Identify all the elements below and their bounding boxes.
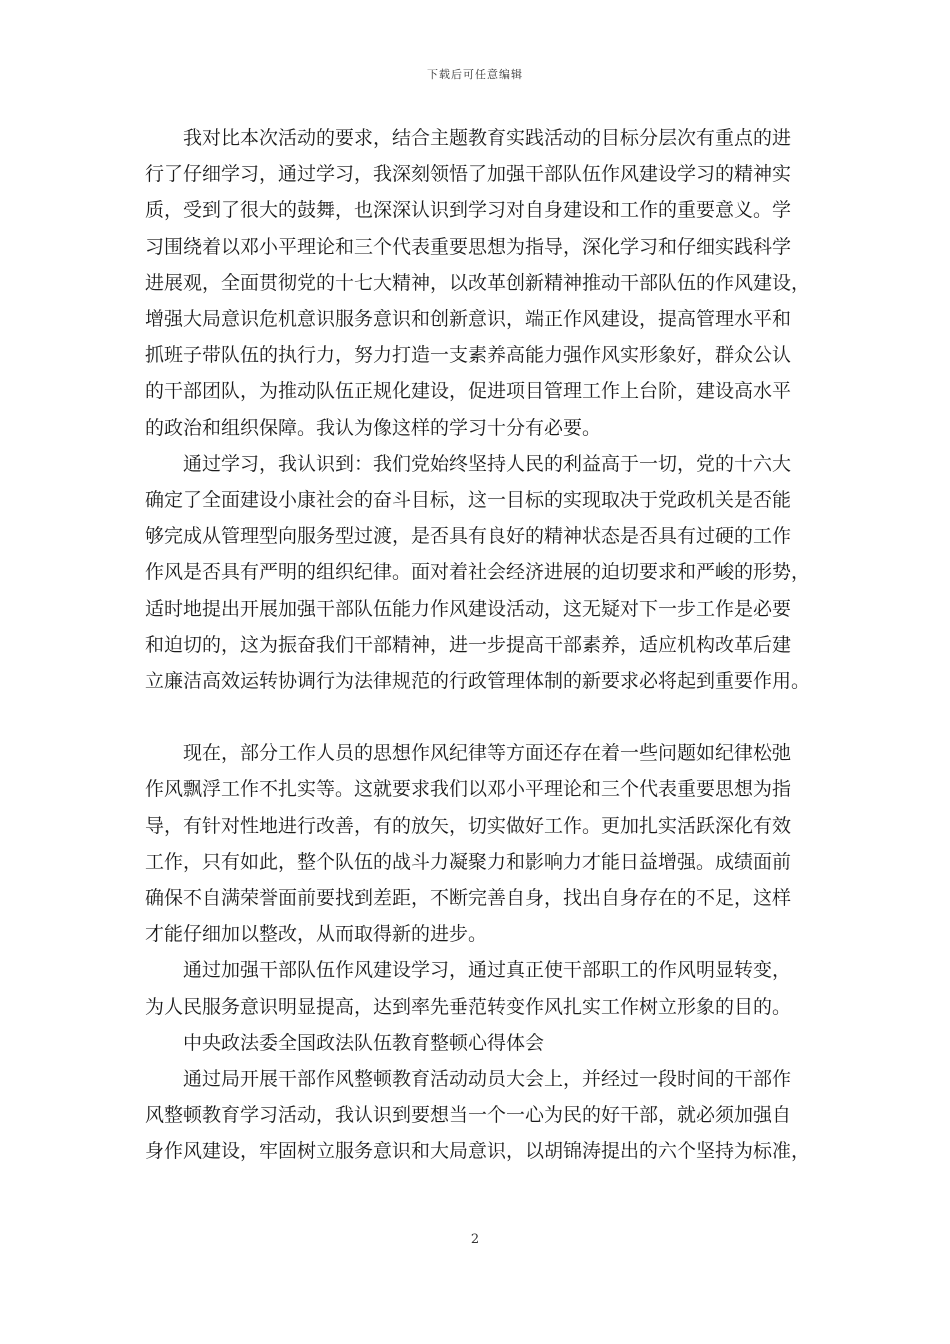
section-heading: 中央政法委全国政法队伍教育整顿心得体会 xyxy=(183,1031,545,1054)
paragraph-3: 现在，部分工作人员的思想作风纪律等方面还存在着一些问题如纪律松弛 作风飘浮工作不扎实等。这就要求我们以邓小平理论和三个代表重要思想为指 导，有针对性地进行改善，有的放矢，切实做好工作。更加扎实活跃深化有效 工作，只有如此，整个队伍的战斗力凝聚力和影响力才能日益增强。成绩面前 确保不自满荣誉面前要找到差距，不断完善自身，找出自身存在的不足，这样 才能仔细加以整改，从而取得新的进步。 xyxy=(145,742,792,946)
paragraph-2: 通过学习，我认识到：我们党始终坚持人民的利益高于一切，党的十六大 确定了全面建设小康社会的奋斗目标，这一目标的实现取决于党政机关是否能 够完成从管理型向服务型过渡，是否具有良好的精神状态是否具有过硬的工作 作风是否具有严明的组织纪律。面对着社会经济进展的迫切要求和严峻的形势， 适时地提出开展加强干部队伍能力作风建设活动，这无疑对下一步工作是必要 和迫切的，这为振奋我们干部精神，进一步提高干部素养，适应机构改革后建 立廉洁高效运转协调行为法律规范的行政管理体制的新要求必将起到重要作用。 xyxy=(145,452,811,693)
paragraph-5: 通过局开展干部作风整顿教育活动动员大会上，并经过一段时间的干部作 风整顿教育学习活动，我认识到要想当一个一心为民的好干部，就必须加强自 身作风建设，牢固树立服务意识和大局意识，以胡锦涛提出的六个坚持为标准， xyxy=(145,1068,811,1163)
paragraph-4: 通过加强干部队伍作风建设学习，通过真正使干部职工的作风明显转变， 为人民服务意识明显提高，达到率先垂范转变作风扎实工作树立形象的目的。 xyxy=(145,959,792,1018)
page-header-note: 下载后可任意编辑 xyxy=(427,68,523,81)
page-number: 2 xyxy=(470,1232,480,1247)
paragraph-1: 我对比本次活动的要求，结合主题教育实践活动的目标分层次有重点的进 行了仔细学习，通过学习，我深刻领悟了加强干部队伍作风建设学习的精神实 质，受到了很大的鼓舞，也深深认识到学习对自身建设和工作的重要意义。学 习围绕着以邓小平理论和三个代表重要思想为指导，深化学习和仔细实践科学 进展观，全面贯彻党的十七大精神，以改革创新精神推动干部队伍的作风建设， 增强大局意识危机意识服务意识和创新意识，端正作风建设，提高管理水平和 抓班子带队伍的执行力，努力打造一支素养高能力强作风实形象好，群众公认 的干部团队，为推动队伍正规化建设，促进项目管理工作上台阶，建设高水平 的政治和组织保障。我认为像这样的学习十分有必要。 xyxy=(145,127,811,439)
paragraph-gap xyxy=(145,699,820,735)
document-body xyxy=(145,120,820,1170)
